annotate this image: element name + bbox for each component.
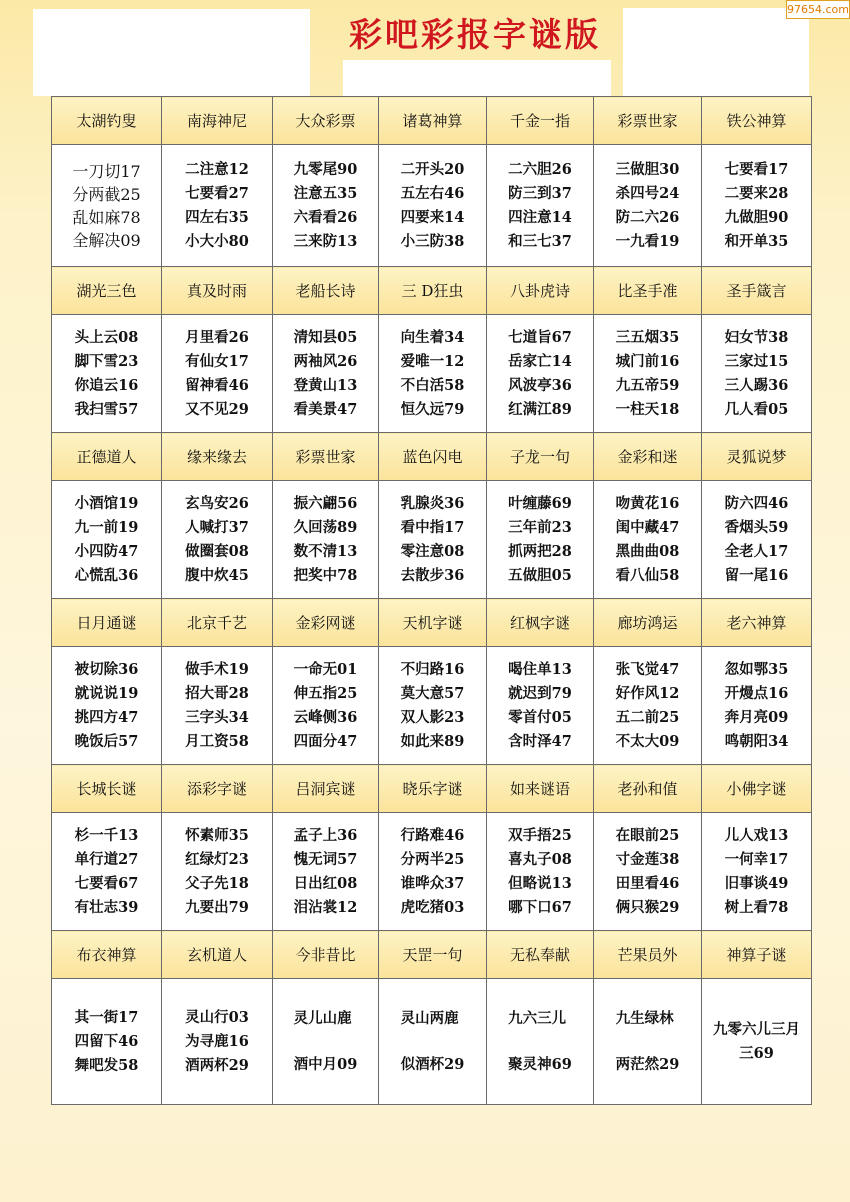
riddle-line: 杉一千13 bbox=[74, 826, 139, 844]
riddle-cell bbox=[487, 145, 594, 267]
riddle-line: 鸣朝阳34 bbox=[724, 732, 789, 750]
riddle-line: 灵山两鹿 bbox=[400, 1009, 459, 1027]
riddle-line: 腹中炊45 bbox=[185, 566, 249, 584]
riddle-line: 寸金莲38 bbox=[615, 850, 680, 868]
riddle-line: 忽如鄂35 bbox=[724, 660, 789, 678]
riddle-cell bbox=[273, 647, 379, 765]
riddle-cell bbox=[52, 481, 162, 599]
riddle-line: 小四防47 bbox=[74, 542, 139, 560]
riddle-line: 清知县05 bbox=[293, 328, 358, 346]
riddle-line: 做圈套08 bbox=[185, 542, 249, 560]
watermark-site: 97654.com bbox=[786, 0, 850, 19]
header-row bbox=[52, 599, 812, 647]
riddle-line: 喜丸子08 bbox=[508, 850, 572, 868]
riddle-cell bbox=[273, 979, 379, 1105]
riddle-line: 在眼前25 bbox=[615, 826, 680, 844]
column-header: 老船长诗 bbox=[273, 267, 379, 315]
riddle-line: 云峰侧36 bbox=[293, 708, 358, 726]
riddle-line: 红绿灯23 bbox=[185, 850, 249, 868]
riddle-line: 红满江89 bbox=[508, 400, 572, 418]
column-header: 无私奉献 bbox=[487, 931, 594, 979]
column-header: 红枫字谜 bbox=[487, 599, 594, 647]
column-header: 真及时雨 bbox=[162, 267, 273, 315]
header-row bbox=[52, 267, 812, 315]
riddle-line: 好作风12 bbox=[615, 684, 680, 702]
riddle-line: 如此来89 bbox=[400, 732, 465, 750]
riddle-line: 被切除36 bbox=[74, 660, 139, 678]
riddle-cell bbox=[487, 647, 594, 765]
riddle-line: 莫大意57 bbox=[400, 684, 465, 702]
riddle-line: 九一前19 bbox=[74, 518, 139, 536]
riddle-cell bbox=[52, 979, 162, 1105]
column-header: 长城长谜 bbox=[52, 765, 162, 813]
riddle-cell bbox=[487, 315, 594, 433]
riddle-line: 孟子上36 bbox=[293, 826, 358, 844]
column-header: 布衣神算 bbox=[52, 931, 162, 979]
riddle-cell bbox=[162, 647, 273, 765]
riddle-cell bbox=[594, 813, 702, 931]
riddle-line: 树上看78 bbox=[724, 898, 789, 916]
riddle-line: 七道旨67 bbox=[508, 328, 572, 346]
riddle-line: 向生着34 bbox=[400, 328, 465, 346]
riddle-line: 心慌乱36 bbox=[74, 566, 139, 584]
riddle-line: 做手术19 bbox=[185, 660, 249, 678]
riddle-line: 六看看26 bbox=[293, 208, 358, 226]
riddle-line: 五二前25 bbox=[615, 708, 680, 726]
riddle-line: 九做胆90 bbox=[724, 208, 789, 226]
riddle-line: 一九看19 bbox=[615, 232, 680, 250]
riddle-line: 二六胆26 bbox=[508, 160, 572, 178]
riddle-line: 九六三儿 bbox=[508, 1009, 567, 1027]
riddle-line: 二开头20 bbox=[400, 160, 465, 178]
riddle-line: 怀素师35 bbox=[185, 826, 249, 844]
riddle-row bbox=[52, 647, 812, 765]
riddle-line: 招大哥28 bbox=[185, 684, 249, 702]
riddle-line: 双人影23 bbox=[400, 708, 465, 726]
riddle-line: 父子先18 bbox=[185, 874, 249, 892]
riddle-line: 晚饭后57 bbox=[74, 732, 139, 750]
riddle-line: 二注意12 bbox=[185, 160, 249, 178]
column-header: 北京千艺 bbox=[162, 599, 273, 647]
riddle-cell bbox=[162, 979, 273, 1105]
column-header: 大众彩票 bbox=[273, 97, 379, 145]
riddle-line: 虎吃猪03 bbox=[400, 898, 465, 916]
riddle-line: 儿人戏13 bbox=[724, 826, 789, 844]
riddle-line: 不归路16 bbox=[400, 660, 465, 678]
riddle-line: 注意五35 bbox=[293, 184, 358, 202]
riddle-line: 防二六26 bbox=[615, 208, 680, 226]
riddle-line: 数不清13 bbox=[293, 542, 358, 560]
riddle-line: 喝住单13 bbox=[508, 660, 572, 678]
riddle-line: 三五烟35 bbox=[615, 328, 680, 346]
riddle-line: 四注意14 bbox=[508, 208, 572, 226]
riddle-line: 二要来28 bbox=[724, 184, 789, 202]
riddle-line: 防六四46 bbox=[724, 494, 789, 512]
riddle-line: 风波亭36 bbox=[508, 376, 572, 394]
riddle-line: 舞吧发58 bbox=[74, 1056, 139, 1074]
riddle-line: 看八仙58 bbox=[615, 566, 680, 584]
column-header: 廊坊鸿运 bbox=[594, 599, 702, 647]
riddle-line: 吻黄花16 bbox=[615, 494, 680, 512]
riddle-line: 九生绿林 bbox=[615, 1009, 674, 1027]
riddle-cell bbox=[162, 481, 273, 599]
riddle-line: 玄鸟安26 bbox=[185, 494, 249, 512]
riddle-line: 九五帝59 bbox=[615, 376, 680, 394]
riddle-line: 聚灵神69 bbox=[508, 1055, 572, 1073]
riddle-table bbox=[51, 96, 812, 1105]
riddle-cell bbox=[162, 145, 273, 267]
riddle-line: 挑四方47 bbox=[74, 708, 139, 726]
riddle-cell bbox=[379, 481, 487, 599]
column-header: 彩票世家 bbox=[594, 97, 702, 145]
header-row bbox=[52, 931, 812, 979]
riddle-line: 把奖中78 bbox=[293, 566, 358, 584]
riddle-line: 城门前16 bbox=[615, 352, 680, 370]
riddle-cell bbox=[594, 145, 702, 267]
riddle-cell bbox=[702, 481, 812, 599]
page-title: 彩吧彩报字谜版 bbox=[349, 15, 601, 54]
riddle-cell bbox=[379, 647, 487, 765]
column-header: 老孙和值 bbox=[594, 765, 702, 813]
riddle-line: 恒久远79 bbox=[400, 400, 465, 418]
header-row bbox=[52, 765, 812, 813]
riddle-cell bbox=[52, 647, 162, 765]
riddle-line: 月工资58 bbox=[185, 732, 249, 750]
blank-panel-right bbox=[623, 8, 809, 96]
riddle-line: 分两截25 bbox=[72, 184, 141, 204]
riddle-cell bbox=[702, 813, 812, 931]
riddle-line: 杀四号24 bbox=[615, 184, 680, 202]
riddle-line: 伸五指25 bbox=[293, 684, 358, 702]
riddle-cell bbox=[487, 979, 594, 1105]
riddle-line: 零注意08 bbox=[400, 542, 465, 560]
column-header: 比圣手准 bbox=[594, 267, 702, 315]
riddle-line: 四留下46 bbox=[74, 1032, 139, 1050]
riddle-line: 开熳点16 bbox=[724, 684, 789, 702]
riddle-line: 抓两把28 bbox=[508, 542, 572, 560]
riddle-row bbox=[52, 145, 812, 267]
riddle-line: 全老人17 bbox=[724, 542, 789, 560]
riddle-line: 你追云16 bbox=[74, 376, 139, 394]
column-header: 添彩字谜 bbox=[162, 765, 273, 813]
line-gap bbox=[616, 1032, 680, 1052]
column-header: 玄机道人 bbox=[162, 931, 273, 979]
riddle-cell bbox=[594, 647, 702, 765]
blank-panel-left bbox=[33, 9, 310, 96]
riddle-line: 又不见29 bbox=[185, 400, 249, 418]
column-header: 天罡一句 bbox=[379, 931, 487, 979]
riddle-line: 我扫雪57 bbox=[74, 400, 139, 418]
column-header: 铁公神算 bbox=[702, 97, 812, 145]
riddle-cell bbox=[594, 481, 702, 599]
riddle-line: 酒两杯29 bbox=[185, 1056, 249, 1074]
riddle-line: 有壮志39 bbox=[74, 898, 139, 916]
riddle-line: 就说说19 bbox=[74, 684, 139, 702]
riddle-cell bbox=[702, 145, 812, 267]
riddle-line: 但略说13 bbox=[508, 874, 572, 892]
riddle-line: 七要看17 bbox=[724, 160, 789, 178]
riddle-line: 和开单35 bbox=[724, 232, 789, 250]
riddle-line: 五左右46 bbox=[400, 184, 465, 202]
riddle-line: 妇女节38 bbox=[724, 328, 789, 346]
riddle-line: 三字头34 bbox=[185, 708, 249, 726]
riddle-line: 田里看46 bbox=[615, 874, 680, 892]
riddle-line: 一柱天18 bbox=[615, 400, 680, 418]
riddle-cell bbox=[594, 979, 702, 1105]
riddle-cell bbox=[702, 315, 812, 433]
riddle-line: 月里看26 bbox=[185, 328, 249, 346]
column-header: 缘来缘去 bbox=[162, 433, 273, 481]
riddle-cell bbox=[487, 813, 594, 931]
riddle-line: 留神看46 bbox=[185, 376, 249, 394]
riddle-line: 三年前23 bbox=[508, 518, 572, 536]
riddle-cell bbox=[273, 145, 379, 267]
riddle-line: 俩只猴29 bbox=[615, 898, 680, 916]
riddle-line: 哪下口67 bbox=[508, 898, 572, 916]
riddle-line: 黑曲曲08 bbox=[615, 542, 680, 560]
riddle-line: 含时泽47 bbox=[508, 732, 572, 750]
riddle-line: 四左右35 bbox=[185, 208, 249, 226]
line-gap bbox=[508, 1032, 572, 1052]
riddle-cell bbox=[487, 481, 594, 599]
riddle-line: 三来防13 bbox=[293, 232, 358, 250]
column-header: 神算子谜 bbox=[702, 931, 812, 979]
riddle-line: 三人踢36 bbox=[724, 376, 789, 394]
riddle-line: 灵儿山鹿 bbox=[293, 1009, 352, 1027]
riddle-line: 不白活58 bbox=[400, 376, 465, 394]
column-header: 正德道人 bbox=[52, 433, 162, 481]
riddle-row bbox=[52, 315, 812, 433]
riddle-line: 双手捂25 bbox=[508, 826, 572, 844]
riddle-line: 分两半25 bbox=[400, 850, 465, 868]
riddle-line: 日出红08 bbox=[293, 874, 358, 892]
riddle-line: 灵山行03 bbox=[185, 1008, 249, 1026]
riddle-line: 防三到37 bbox=[508, 184, 572, 202]
riddle-line: 九要出79 bbox=[185, 898, 249, 916]
header-row bbox=[52, 97, 812, 145]
riddle-cell bbox=[162, 315, 273, 433]
riddle-cell bbox=[273, 481, 379, 599]
column-header: 金彩网谜 bbox=[273, 599, 379, 647]
riddle-cell bbox=[379, 813, 487, 931]
blank-panel-center bbox=[343, 60, 611, 100]
riddle-line: 行路难46 bbox=[400, 826, 465, 844]
riddle-line: 其一街17 bbox=[74, 1008, 139, 1026]
riddle-line: 愧无词57 bbox=[293, 850, 358, 868]
riddle-cell bbox=[52, 813, 162, 931]
riddle-line: 七要看67 bbox=[74, 874, 139, 892]
column-header: 圣手箴言 bbox=[702, 267, 812, 315]
riddle-line: 九零尾90 bbox=[293, 160, 358, 178]
column-header: 诸葛神算 bbox=[379, 97, 487, 145]
riddle-line: 旧事谈49 bbox=[724, 874, 789, 892]
riddle-line: 三做胆30 bbox=[615, 160, 680, 178]
riddle-cell bbox=[379, 315, 487, 433]
column-header: 天机字谜 bbox=[379, 599, 487, 647]
riddle-line: 叶缠藤69 bbox=[508, 494, 572, 512]
riddle-line: 张飞觉47 bbox=[615, 660, 680, 678]
column-header: 蓝色闪电 bbox=[379, 433, 487, 481]
riddle-line: 五做胆05 bbox=[508, 566, 572, 584]
riddle-line: 三69 bbox=[739, 1044, 774, 1062]
riddle-line: 四要来14 bbox=[400, 208, 465, 226]
riddle-line: 一命无01 bbox=[293, 660, 358, 678]
riddle-line: 乳腺炎36 bbox=[400, 494, 465, 512]
riddle-line: 一刀切17 bbox=[72, 161, 141, 181]
riddle-line: 奔月亮09 bbox=[724, 708, 789, 726]
line-gap bbox=[401, 1032, 465, 1052]
riddle-cell bbox=[52, 315, 162, 433]
riddle-line: 岳家亡14 bbox=[508, 352, 572, 370]
riddle-line: 就迟到79 bbox=[508, 684, 572, 702]
riddle-line: 脚下雪23 bbox=[74, 352, 139, 370]
riddle-line: 两茫然29 bbox=[615, 1055, 680, 1073]
column-header: 今非昔比 bbox=[273, 931, 379, 979]
column-header: 如来谜语 bbox=[487, 765, 594, 813]
column-header: 芒果员外 bbox=[594, 931, 702, 979]
riddle-line: 不太大09 bbox=[615, 732, 680, 750]
riddle-line: 闺中藏47 bbox=[615, 518, 680, 536]
riddle-row bbox=[52, 979, 812, 1105]
riddle-line: 两袖风26 bbox=[293, 352, 358, 370]
column-header: 南海神尼 bbox=[162, 97, 273, 145]
riddle-line: 留一尾16 bbox=[724, 566, 789, 584]
riddle-line: 头上云08 bbox=[74, 328, 139, 346]
riddle-cell bbox=[702, 647, 812, 765]
column-header: 晓乐字谜 bbox=[379, 765, 487, 813]
riddle-line: 为寻鹿16 bbox=[185, 1032, 249, 1050]
riddle-cell bbox=[702, 979, 812, 1105]
riddle-line: 全解决09 bbox=[72, 230, 141, 250]
riddle-line: 看中指17 bbox=[400, 518, 465, 536]
column-header: 金彩和迷 bbox=[594, 433, 702, 481]
riddle-line: 似酒杯29 bbox=[400, 1055, 465, 1073]
riddle-line: 看美景47 bbox=[293, 400, 358, 418]
riddle-line: 登黄山13 bbox=[293, 376, 358, 394]
riddle-line: 久回荡89 bbox=[293, 518, 358, 536]
riddle-cell bbox=[379, 145, 487, 267]
riddle-line: 酒中月09 bbox=[293, 1055, 358, 1073]
riddle-line: 谁哗众37 bbox=[400, 874, 465, 892]
riddle-cell bbox=[594, 315, 702, 433]
riddle-line: 去散步36 bbox=[400, 566, 465, 584]
column-header: 灵狐说梦 bbox=[702, 433, 812, 481]
column-header: 太湖钓叟 bbox=[52, 97, 162, 145]
line-gap bbox=[294, 1032, 358, 1052]
column-header: 千金一指 bbox=[487, 97, 594, 145]
header-row bbox=[52, 433, 812, 481]
riddle-line: 零首付05 bbox=[508, 708, 572, 726]
column-header: 彩票世家 bbox=[273, 433, 379, 481]
riddle-cell bbox=[273, 813, 379, 931]
riddle-line: 振六翩56 bbox=[293, 494, 358, 512]
riddle-cell bbox=[273, 315, 379, 433]
riddle-cell bbox=[52, 145, 162, 267]
riddle-line: 单行道27 bbox=[74, 850, 139, 868]
column-header: 子龙一句 bbox=[487, 433, 594, 481]
riddle-row bbox=[52, 813, 812, 931]
riddle-line: 小三防38 bbox=[400, 232, 465, 250]
column-header: 老六神算 bbox=[702, 599, 812, 647]
riddle-line: 有仙女17 bbox=[185, 352, 249, 370]
riddle-line: 人喊打37 bbox=[185, 518, 249, 536]
column-header: 日月通谜 bbox=[52, 599, 162, 647]
riddle-line: 三家过15 bbox=[724, 352, 789, 370]
riddle-line: 一何幸17 bbox=[724, 850, 789, 868]
riddle-line: 四面分47 bbox=[293, 732, 358, 750]
riddle-line: 几人看05 bbox=[724, 400, 789, 418]
column-header: 三 D狂虫 bbox=[379, 267, 487, 315]
riddle-row bbox=[52, 481, 812, 599]
riddle-line: 乱如麻78 bbox=[72, 207, 141, 227]
column-header: 湖光三色 bbox=[52, 267, 162, 315]
riddle-line: 七要看27 bbox=[185, 184, 249, 202]
riddle-line: 泪沾裳12 bbox=[293, 898, 358, 916]
riddle-cell bbox=[162, 813, 273, 931]
column-header: 八卦虎诗 bbox=[487, 267, 594, 315]
column-header: 吕洞宾谜 bbox=[273, 765, 379, 813]
column-header: 小佛字谜 bbox=[702, 765, 812, 813]
riddle-line: 小大小80 bbox=[185, 232, 249, 250]
riddle-line: 和三七37 bbox=[508, 232, 572, 250]
riddle-line: 爱唯一12 bbox=[400, 352, 465, 370]
riddle-line: 小酒馆19 bbox=[74, 494, 139, 512]
riddle-line: 香烟头59 bbox=[724, 518, 789, 536]
riddle-cell bbox=[379, 979, 487, 1105]
riddle-line: 九零六儿三月 bbox=[713, 1020, 800, 1038]
